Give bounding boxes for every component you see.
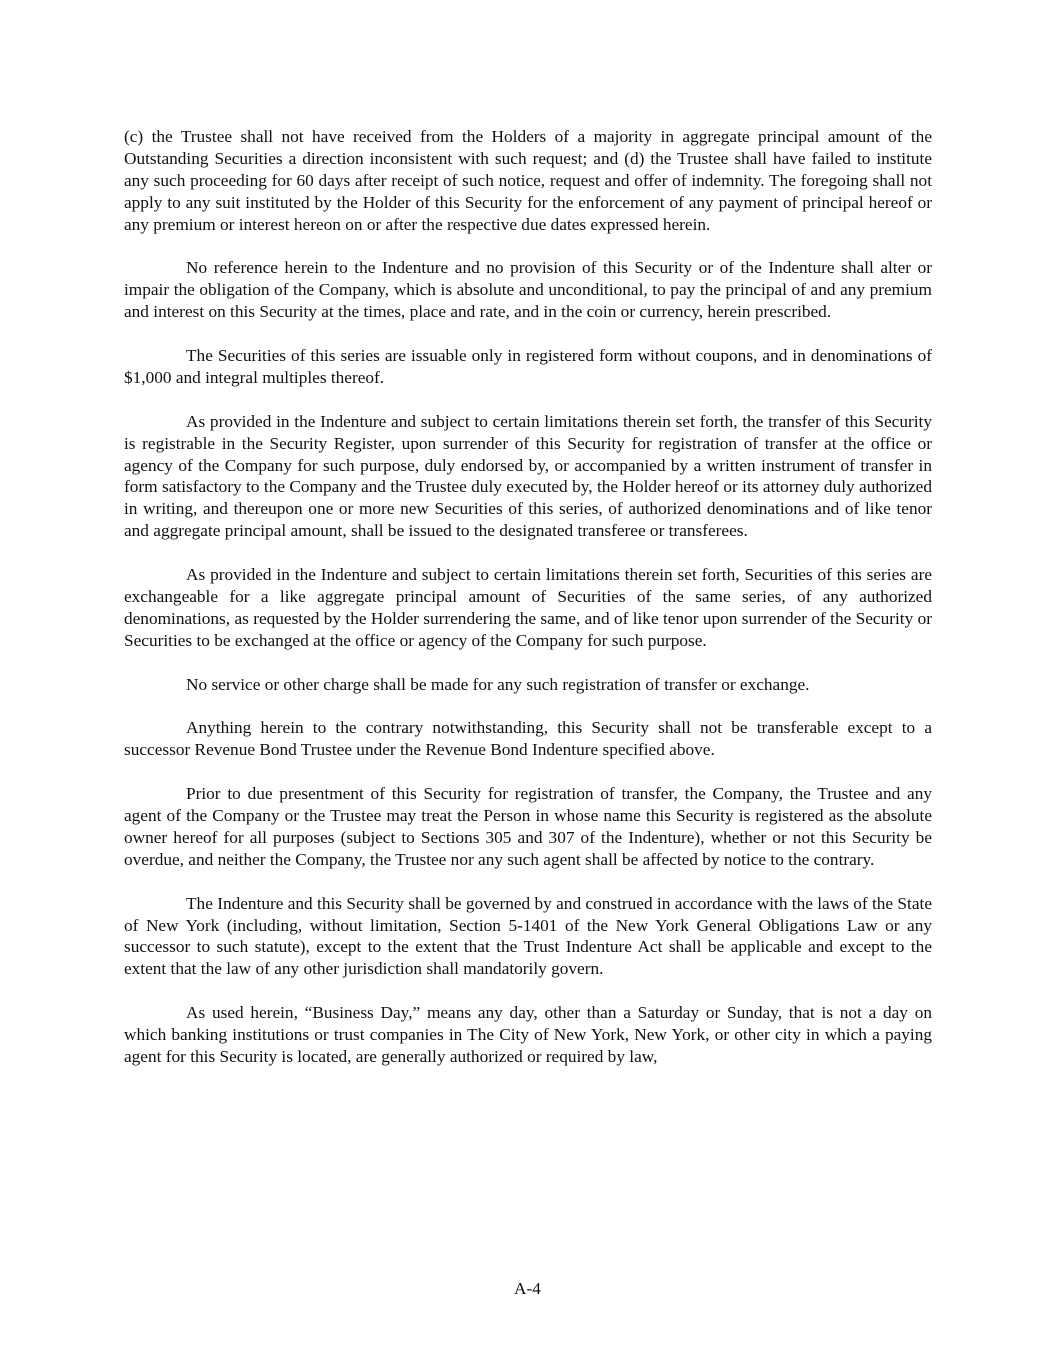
paragraph-no-reference: No reference herein to the Indenture and no provision of this Security or of the Indenture shall alter or impair the obligation of the Company, which is absolute and unconditional, to pay the principal of and any premium and interest on this Security at the times, place and rate, and in the coin or currency, herein prescribed. <box>124 258 932 322</box>
page-number: A-4 <box>514 1279 541 1298</box>
paragraph-business-day: As used herein, “Business Day,” means any day, other than a Saturday or Sunday, that is not a day on which banking institutions or trust companies in The City of New York, New York, or other city in which a paying agent for this Security is located, are generally authorized or required by law, <box>124 1003 932 1066</box>
paragraph-transferability: Anything herein to the contrary notwithstanding, this Security shall not be transferable except to a successor Revenue Bond Trustee under the Revenue Bond Indenture specified above. <box>124 718 932 760</box>
paragraph-presentment: Prior to due presentment of this Security for registration of transfer, the Company, the Trustee and any agent of the Company or the Trustee may treat the Person in whose name this Security is registered as the absolute owner hereof for all purposes (subject to Sections 305 and 307 of the Indenture), whether or not this Security be overdue, and neither the Company, the Trustee nor any such agent shall be affected by notice to the contrary. <box>124 784 932 869</box>
paragraph-continuation: (c) the Trustee shall not have received from the Holders of a majority in aggregate principal amount of the Outstanding Securities a direction inconsistent with such request; and (d) the Trustee shall have failed to institute any such proceeding for 60 days after receipt of such notice, request and offer of indemnity. The foregoing shall not apply to any suit instituted by the Holder of this Security for the enforcement of any payment of principal hereof or any premium or interest hereon on or after the respective due dates expressed herein. <box>124 127 932 234</box>
paragraph-no-service-charge: No service or other charge shall be made for any such registration of transfer or exchange. <box>186 674 810 694</box>
paragraph-exchange: As provided in the Indenture and subject to certain limitations therein set forth, Securities of this series are exchangeable for a like aggregate principal amount of Securities of the same series, of any authorized denominations, as requested by the Holder surrendering the same, and of like tenor upon surrender of the Security or Securities to be exchanged at the office or agency of the Company for such purpose. <box>124 565 932 650</box>
paragraph-denominations: The Securities of this series are issuable only in registered form without coupons, and in denominations of $1,000 and integral multiples thereof. <box>124 346 932 387</box>
paragraph-governing-law: The Indenture and this Security shall be governed by and construed in accordance with the laws of the State of New York (including, without limitation, Section 5-1401 of the New York General Obligations Law or any successor to such statute), except to the extent that the Trust Indenture Act shall be applicable and except to the extent that the law of any other jurisdiction shall mandatorily govern. <box>124 893 932 979</box>
paragraph-transfer: As provided in the Indenture and subject to certain limitations therein set forth, the transfer of this Security is registrable in the Security Register, upon surrender of this Security for registration of transfer at the office or agency of the Company for such purpose, duly endorsed by, or accompanied by a written instrument of transfer in form satisfactory to the Company and the Trustee duly executed by, the Holder hereof or its attorney duly authorized in writing, and thereupon one or more new Securities of this series, of authorized denominations and of like tenor and aggregate principal amount, shall be issued to the designated transferee or transferees. <box>124 411 932 541</box>
body-text <box>124 126 932 1090</box>
